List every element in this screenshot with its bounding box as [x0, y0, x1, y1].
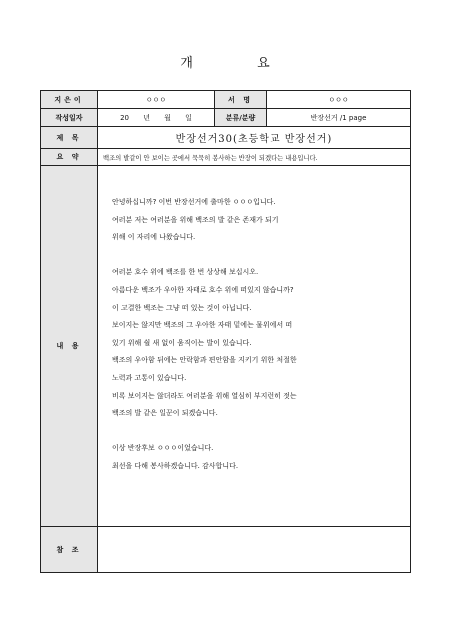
overview-form [40, 90, 411, 573]
content-line: 최선을 다해 봉사하겠습니다. 감사합니다. [112, 461, 239, 470]
content-line: 아름다운 백조가 우아한 자태로 호수 위에 떠있지 않습니까? [112, 285, 294, 294]
content-line: 이 고결한 백조는 그냥 떠 있는 것이 아닙니다. [112, 303, 252, 312]
date-value: 20 년 월 일 [98, 109, 215, 127]
category-label: 분류/분량 [215, 109, 267, 127]
author-row [41, 91, 411, 109]
subject-label: 제 목 [41, 127, 98, 149]
content-body [98, 166, 411, 527]
content-line: 여러분 호수 위에 백조를 한 번 상상해 보십시오. [112, 268, 259, 277]
content-line: 백조의 우아함 뒤에는 안락함과 편안함을 지키기 위한 처절한 [112, 356, 297, 365]
content-blank-line [112, 423, 410, 441]
author-label: 지은이 [41, 91, 98, 109]
content-line: 백조의 발 같은 일꾼이 되겠습니다. [112, 409, 218, 418]
reference-value [98, 527, 411, 573]
reference-row [41, 527, 411, 573]
author-value: ㅇㅇㅇ [98, 91, 215, 109]
content-line: 안녕하십니까? 이번 반장선거에 출마한 ㅇㅇㅇ입니다. [112, 198, 276, 206]
content-blank-line [112, 247, 410, 265]
summary-row [41, 149, 411, 166]
content-line: 보이지는 않지만 백조의 그 우아한 자태 밑에는 물위에서 떠 [112, 321, 293, 330]
subject-value: 반장선거30(초등학교 반장선거) [98, 127, 411, 149]
content-line: 비록 보이지는 않더라도 여러분을 위해 열심히 부지런히 젓는 [112, 391, 297, 400]
category-value: 반장선거 /1 page [267, 109, 411, 127]
reference-label: 참 조 [41, 527, 98, 573]
content-line: 이상 반장후보 ㅇㅇㅇ이었습니다. [112, 444, 214, 453]
content-row [41, 166, 411, 527]
summary-label: 요 약 [41, 149, 98, 166]
signature-value: ㅇㅇㅇ [267, 91, 411, 109]
content-label: 내 용 [41, 166, 98, 527]
summary-value: 백조의 발같이 안 보이는 곳에서 묵묵히 봉사하는 반장이 되겠다는 내용입니다. [98, 149, 411, 166]
date-row [41, 109, 411, 127]
document-title: 개 요 [180, 56, 300, 71]
content-line: 위해 이 자리에 나왔습니다. [112, 233, 196, 242]
content-line: 있기 위해 쉴 새 없이 움직이는 발이 있습니다. [112, 338, 252, 347]
content-line: 노력과 고통이 있습니다. [112, 373, 187, 382]
content-line: 여러분 저는 여러분을 위해 백조의 발 같은 존재가 되기 [112, 215, 279, 224]
subject-row [41, 127, 411, 149]
date-label: 작성일자 [41, 109, 98, 127]
signature-label: 서 명 [215, 91, 267, 109]
